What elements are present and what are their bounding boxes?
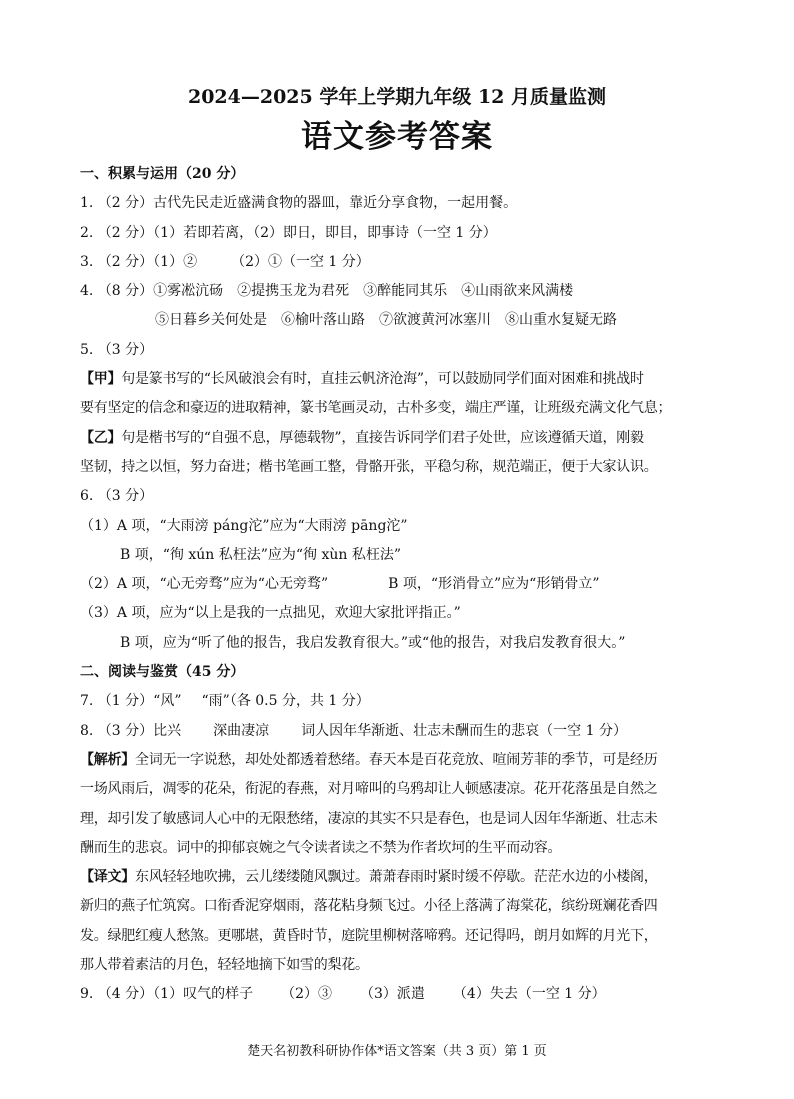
yi-text: 句是楷书写的“自强不息，厚德载物”，直接告诉同学们君子处世，应该遵循天道，刚毅 xyxy=(121,429,644,446)
translation-line1 xyxy=(80,863,720,892)
answer-q6-2b: B 项，“形消骨立”应为“形销骨立” xyxy=(388,576,600,593)
jia-text: 句是篆书写的“长风破浪会有时，直挂云帆济沧海”，可以鼓励同学们面对困难和挑战时 xyxy=(121,371,644,388)
answer-q5-jia-line1 xyxy=(80,365,720,394)
analysis-line1 xyxy=(80,746,720,775)
answer-q6-line3 xyxy=(80,570,720,599)
answer-q4-item: ①雾凇沆砀 xyxy=(153,283,224,300)
answer-q7 xyxy=(80,687,720,716)
answer-q4-line1 xyxy=(80,277,720,306)
answer-q6-line1: （1）A 项，“大雨滂 páng沱”应为“大雨滂 pāng沱” xyxy=(80,517,408,534)
answer-q7-a2: “雨”（各 0.5 分，共 1 分） xyxy=(201,693,370,710)
section-heading-2: 二、阅读与鉴赏（45 分） xyxy=(80,664,245,681)
analysis-tag: 【解析】 xyxy=(80,751,135,768)
answer-q9-a1: 9. （4 分）（1）叹气的样子 xyxy=(80,986,254,1003)
analysis-line3: 理，却引发了敏感词人心中的无限愁绪，凄凉的其实不只是春色，也是词人因年华渐逝、壮志未 xyxy=(80,810,658,827)
answer-q8 xyxy=(80,717,720,746)
analysis-text: 全词无一字说愁，却处处都透着愁绪。春天本是百花竞放、喧闹芳菲的季节，可是经历 xyxy=(135,751,658,768)
answer-q4-line2 xyxy=(80,306,720,335)
answer-q4-label: 4. （8 分） xyxy=(80,283,154,300)
answer-q4-item: ⑥榆叶落山路 xyxy=(281,312,365,329)
answer-q8-a2: 深曲凄凉 xyxy=(213,722,270,739)
answer-q3 xyxy=(80,248,720,277)
translation-line2: 新归的燕子忙筑窝。口衔香泥穿烟雨，落花粘身频飞过。小径上落满了海棠花，缤纷斑斓花香四 xyxy=(80,898,658,915)
answer-q8-a3: 词人因年华渐逝、壮志未酬而生的悲哀（一空 1 分） xyxy=(301,722,627,739)
translation-tag: 【译文】 xyxy=(80,869,135,886)
answer-q4-item: ④山雨欲来风满楼 xyxy=(461,283,574,300)
yi-tag: 【乙】 xyxy=(80,429,122,446)
answer-q4-item: ③醉能同其乐 xyxy=(363,283,448,300)
translation-line4: 那人带着素洁的月色，轻轻地摘下如雪的梨花。 xyxy=(80,957,369,974)
answer-q4-item: ⑤日暮乡关何处是 xyxy=(155,312,267,329)
answer-q8-a1: 8. （3 分）比兴 xyxy=(80,722,182,739)
answer-q6-2a: （2）A 项，“心无旁骛”应为“心无旁骛” xyxy=(80,576,329,593)
answer-q4-item: ②提携玉龙为君死 xyxy=(237,283,350,300)
answer-q9-a4: （4）失去（一空 1 分） xyxy=(452,986,606,1003)
answer-q4-item: ⑦欲渡黄河冰塞川 xyxy=(379,312,491,329)
exam-title: 2024—2025 学年上学期九年级 12 月质量监测 xyxy=(187,86,607,108)
analysis-line2: 一场风雨后，凋零的花朵，衔泥的春燕，对月啼叫的乌鸦却让人顿感凄凉。花开花落虽是自然之 xyxy=(80,781,658,798)
answer-q5-yi-line2: 坚韧，持之以恒，努力奋进；楷书笔画工整，骨骼开张，平稳匀称，规范端正，便于大家认识。 xyxy=(80,458,658,475)
answer-q7-a1: “风” xyxy=(153,693,182,710)
page-title: 语文参考答案 xyxy=(301,119,493,155)
jia-tag: 【甲】 xyxy=(80,371,122,388)
answer-q6-label: 6. （3 分） xyxy=(80,488,154,505)
answer-q7-label: 7. （1 分） xyxy=(80,693,154,710)
answer-q3-part1: 3. （2 分）（1）② xyxy=(80,253,198,270)
answer-q5-yi-line1 xyxy=(80,424,720,453)
answer-q5-label: 5. （3 分） xyxy=(80,341,154,358)
translation-line3: 发。绿肥红瘦人愁煞。更哪堪，黄昏时节，庭院里柳树落啼鸦。还记得吗，朗月如辉的月光下， xyxy=(80,927,658,944)
translation-text: 东风轻轻地吹拂，云儿缕缕随风飘过。萧萧春雨时紧时缓不停歇。茫茫水边的小楼阁， xyxy=(135,869,658,886)
analysis-line4: 酬而生的悲哀。词中的抑郁哀婉之气令读者读之不禁为作者坎坷的生平而动容。 xyxy=(80,839,562,856)
answer-q9 xyxy=(80,980,720,1009)
answer-q4-item: ⑧山重水复疑无路 xyxy=(505,312,617,329)
answer-q9-a2: （2）③ xyxy=(281,986,332,1003)
page-footer: 楚天名初教科研协作体*语文答案（共 3 页）第 1 页 xyxy=(247,1044,547,1059)
section-heading-1: 一、积累与运用（20 分） xyxy=(80,166,245,182)
answer-q5-jia-line2: 要有坚定的信念和豪迈的进取精神，篆书笔画灵动，古朴多变，端庄严谨，让班级充满文化气息； xyxy=(80,400,672,417)
answer-q6-line2: B 项，“徇 xún 私枉法”应为“徇 xùn 私枉法” xyxy=(120,546,402,563)
answer-q6-line5: B 项，应为“听了他的报告，我启发教育很大。”或“他的报告，对我启发教育很大。” xyxy=(120,634,626,651)
answer-q9-a3: （3）派遣 xyxy=(360,986,425,1003)
answer-content xyxy=(80,160,720,1010)
answer-q2: 2. （2 分）（1）若即若离，（2）即日，即目，即事诗（一空 1 分） xyxy=(80,224,497,241)
answer-q3-part2: （2）①（一空 1 分） xyxy=(231,253,370,270)
answer-q6-line4: （3）A 项，应为“以上是我的一点拙见，欢迎大家批评指正。” xyxy=(80,605,461,622)
answer-q1: 1. （2 分）古代先民走近盛满食物的器皿，靠近分享食物，一起用餐。 xyxy=(80,195,518,212)
